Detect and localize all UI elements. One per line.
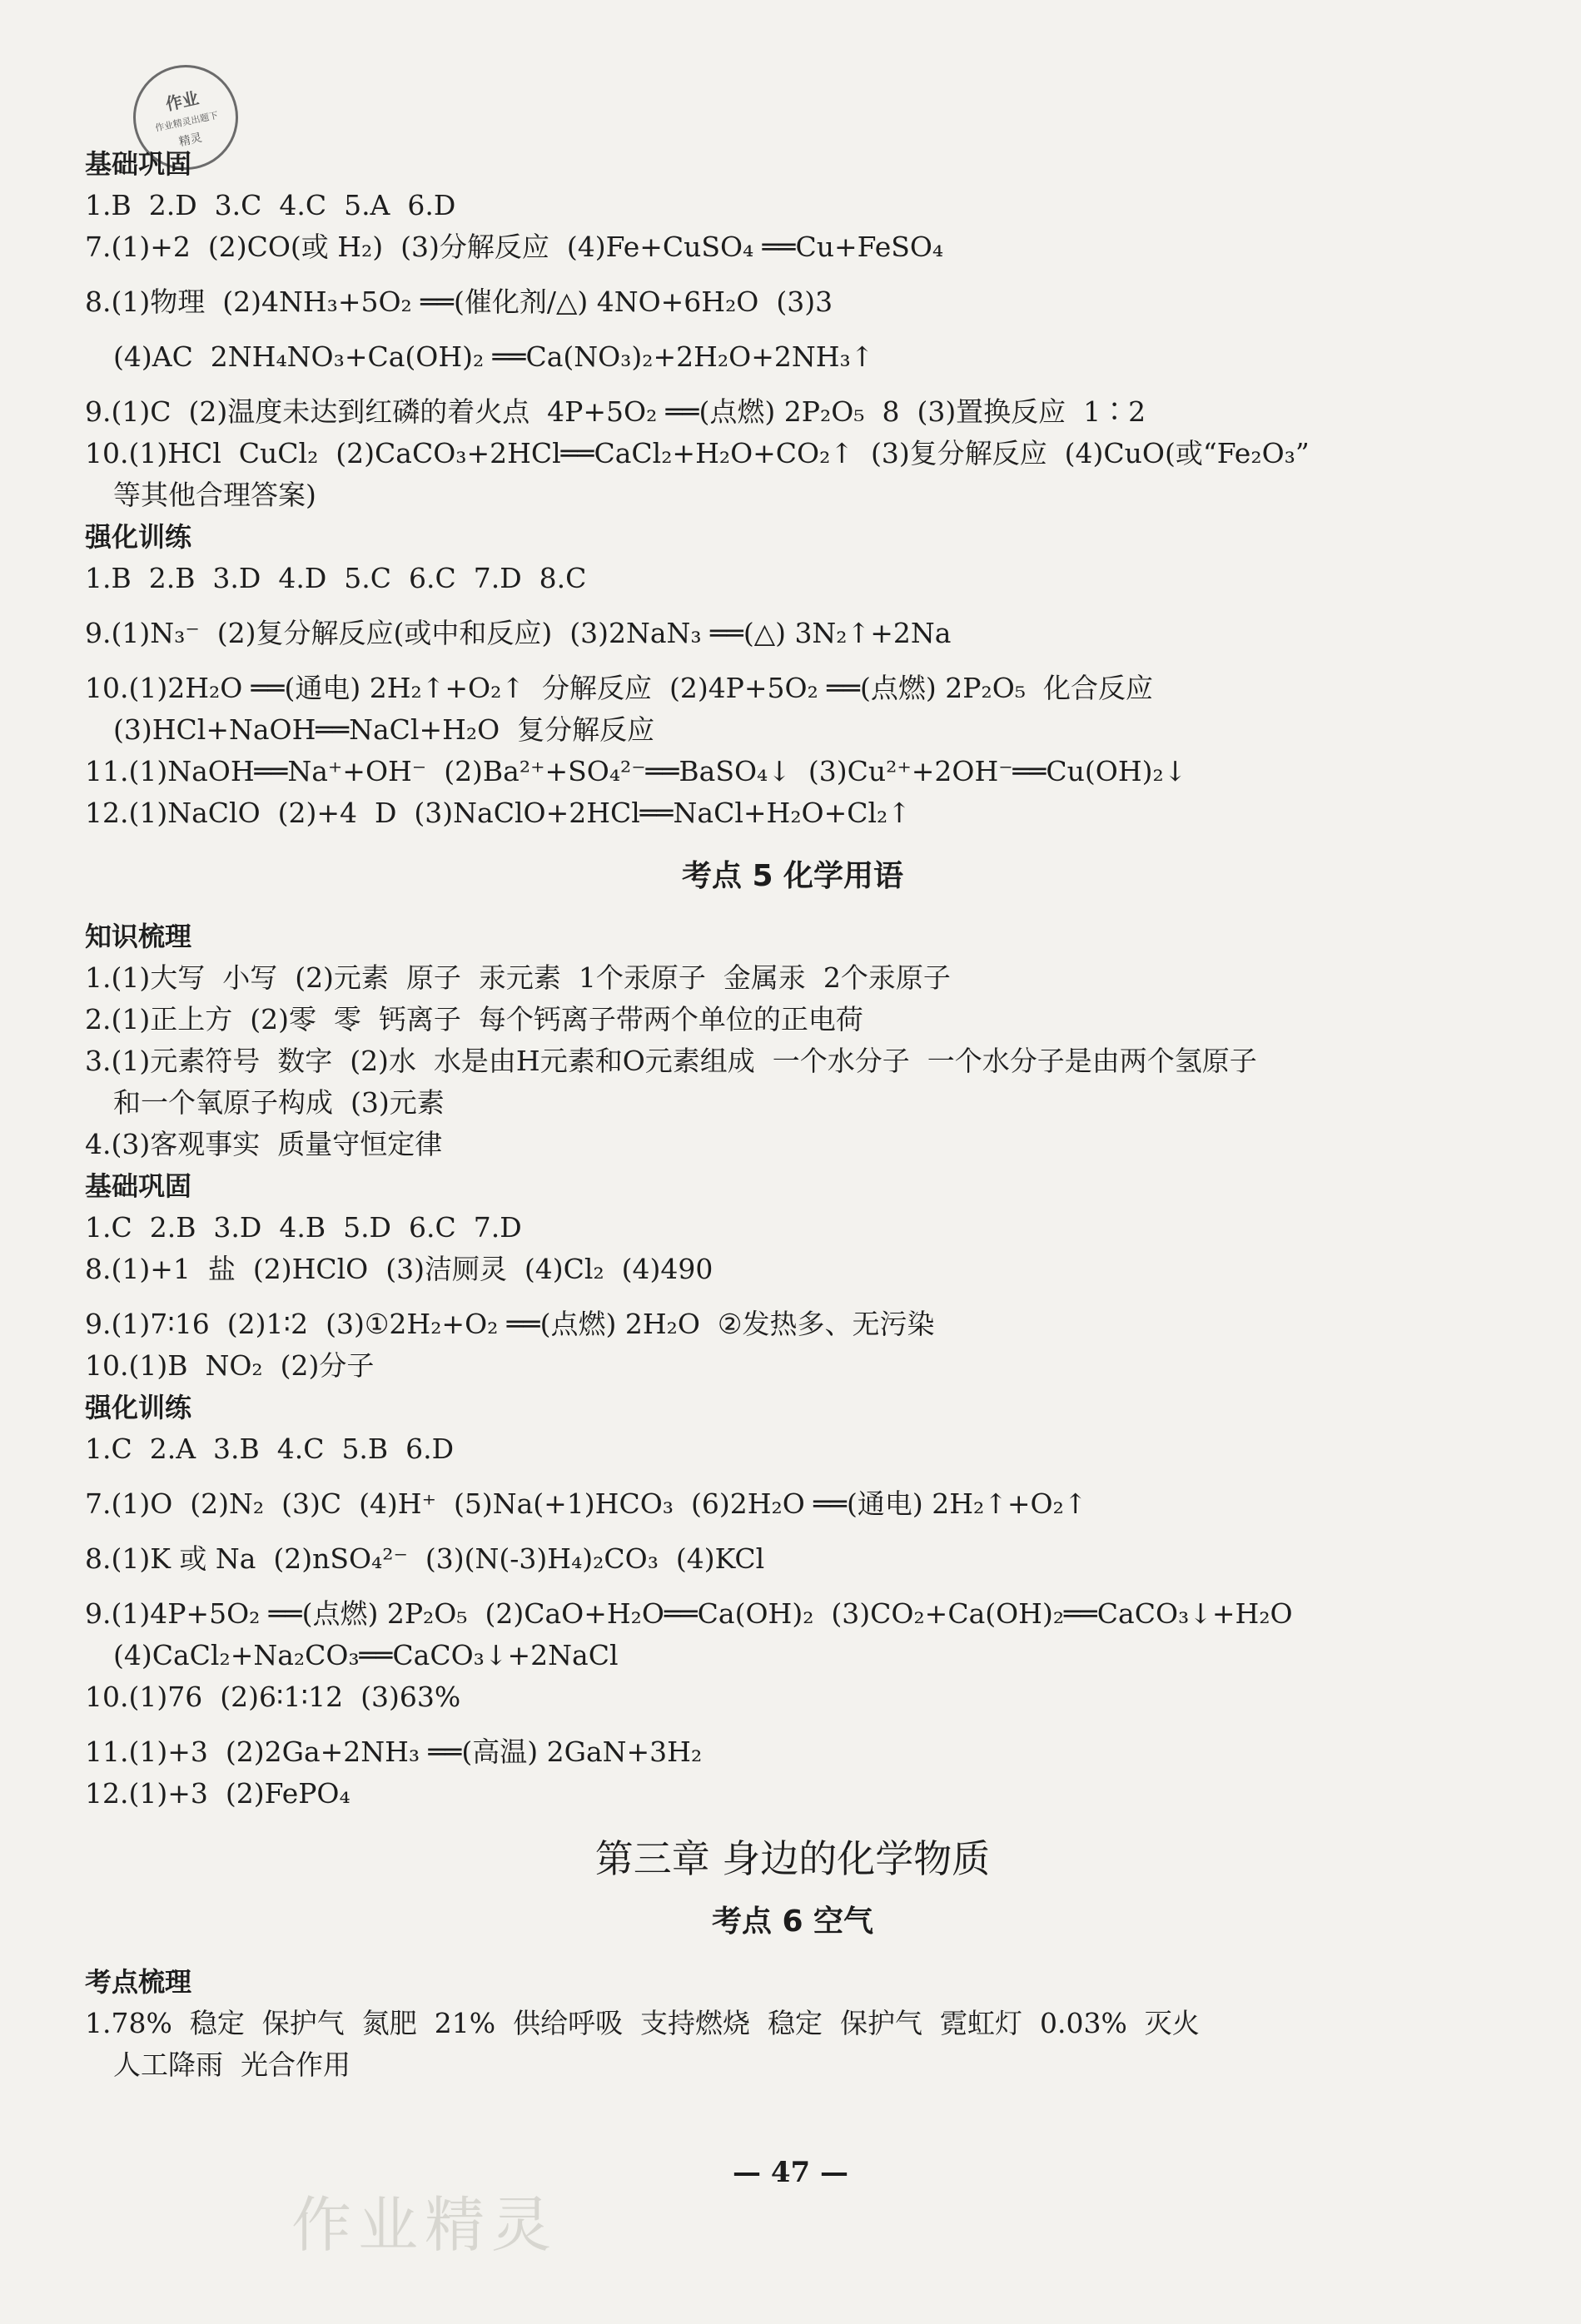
watermark: 作业精灵 [291,2190,559,2260]
answer-line: 1.B 2.D 3.C 4.C 5.A 6.D [85,189,456,221]
answer-line: 10.(1)76 (2)6∶1∶12 (3)63% [85,1681,461,1713]
stamp-top-text: 作业 [163,87,201,114]
answer-line: 9.(1)4P+5O₂ ══(点燃) 2P₂O₅ (2)CaO+H₂O══Ca(OH)₂ (3)CO₂+Ca(OH)₂══CaCO₃↓+H₂O [85,1597,1293,1630]
answer-line: 8.(1)+1 盐 (2)HClO (3)洁厕灵 (4)Cl₂ (4)490 [85,1253,713,1285]
answer-line: 7.(1)+2 (2)CO(或 H₂) (3)分解反应 (4)Fe+CuSO₄ ══Cu+FeSO₄ [85,231,944,263]
answer-line: 1.(1)大写 小写 (2)元素 原子 汞元素 1个汞原子 金属汞 2个汞原子 [85,961,951,994]
answer-line: 1.C 2.A 3.B 4.C 5.B 6.D [85,1433,455,1465]
answer-line: 4.(3)客观事实 质量守恒定律 [85,1128,443,1160]
answer-line: 10.(1)HCl CuCl₂ (2)CaCO₃+2HCl══CaCl₂+H₂O+CO₂↑ (3)复分解反应 (4)CuO(或“Fe₂O₃” [85,437,1310,469]
answer-line: 1.78% 稳定 保护气 氮肥 21% 供给呼吸 支持燃烧 稳定 保护气 霓虹灯 0.03% 灭火 [85,2007,1200,2039]
answer-line: 9.(1)N₃⁻ (2)复分解反应(或中和反应) (3)2NaN₃ ══(△) 3N₂↑+2Na [85,617,952,649]
answer-line: 3.(1)元素符号 数字 (2)水 水是由H元素和O元素组成 一个水分子 一个水分子是由两个氢原子 [85,1045,1257,1077]
answer-line: 9.(1)C (2)温度未达到红磷的着火点 4P+5O₂ ══(点燃) 2P₂O₅ 8 (3)置换反应 1∶2 [85,395,1146,428]
answer-line: 11.(1)+3 (2)2Ga+2NH₃ ══(高温) 2GaN+3H₂ [85,1736,703,1768]
answer-content [85,143,1500,2086]
answer-line: 12.(1)+3 (2)FePO₄ [85,1777,351,1810]
answer-line: 等其他合理答案) [113,479,316,511]
stamp-bottom-text: 精灵 [177,131,204,149]
section-heading: 考点梳理 [85,1966,192,1998]
answer-line: (4)CaCl₂+Na₂CO₃══CaCO₃↓+2NaCl [113,1639,619,1671]
answer-line: 7.(1)O (2)N₂ (3)C (4)H⁺ (5)Na(+1)HCO₃ (6)2H₂O ══(通电) 2H₂↑+O₂↑ [85,1487,1087,1520]
topic-title: 考点 6 空气 [711,1904,874,1939]
answer-line: 9.(1)7∶16 (2)1∶2 (3)①2H₂+O₂ ══(点燃) 2H₂O ②发热多、无污染 [85,1308,935,1340]
chapter-title: 第三章 身边的化学物质 [594,1836,991,1881]
section-heading: 强化训练 [85,521,192,553]
section-heading: 基础巩固 [85,148,192,180]
answer-line: 8.(1)物理 (2)4NH₃+5O₂ ══(催化剂/△) 4NO+6H₂O (3)3 [85,286,833,318]
section-heading: 强化训练 [85,1392,192,1423]
answer-line: 11.(1)NaOH══Na⁺+OH⁻ (2)Ba²⁺+SO₄²⁻══BaSO₄↓ (3)Cu²⁺+2OH⁻══Cu(OH)₂↓ [85,755,1187,787]
section-heading: 知识梳理 [85,921,192,952]
answer-line: 8.(1)K 或 Na (2)nSO₄²⁻ (3)(N(-3)H₄)₂CO₃ (4)KCl [85,1542,765,1575]
answer-line: 1.C 2.B 3.D 4.B 5.D 6.C 7.D [85,1211,522,1244]
section-heading: 基础巩固 [85,1170,192,1202]
answer-line: 人工降雨 光合作用 [113,2048,351,2081]
answer-line: 1.B 2.B 3.D 4.D 5.C 6.C 7.D 8.C [85,562,587,594]
page-number: — 47 — [733,2156,848,2189]
topic-title: 考点 5 化学用语 [681,859,904,893]
answer-line: 10.(1)B NO₂ (2)分子 [85,1349,375,1382]
stamp-middle-text: 作业精灵出题下 [154,109,220,134]
answer-line: (3)HCl+NaOH══NaCl+H₂O 复分解反应 [113,713,655,746]
answer-line: 10.(1)2H₂O ══(通电) 2H₂↑+O₂↑ 分解反应 (2)4P+5O₂ ══(点燃) 2P₂O₅ 化合反应 [85,672,1153,704]
answer-line: 和一个氧原子构成 (3)元素 [113,1086,445,1119]
answer-line: (4)AC 2NH₄NO₃+Ca(OH)₂ ══Ca(NO₃)₂+2H₂O+2NH₃↑ [113,340,874,373]
answer-line: 12.(1)NaClO (2)+4 D (3)NaClO+2HCl══NaCl+H₂O+Cl₂↑ [85,797,911,829]
answer-line: 2.(1)正上方 (2)零 零 钙离子 每个钙离子带两个单位的正电荷 [85,1003,863,1035]
